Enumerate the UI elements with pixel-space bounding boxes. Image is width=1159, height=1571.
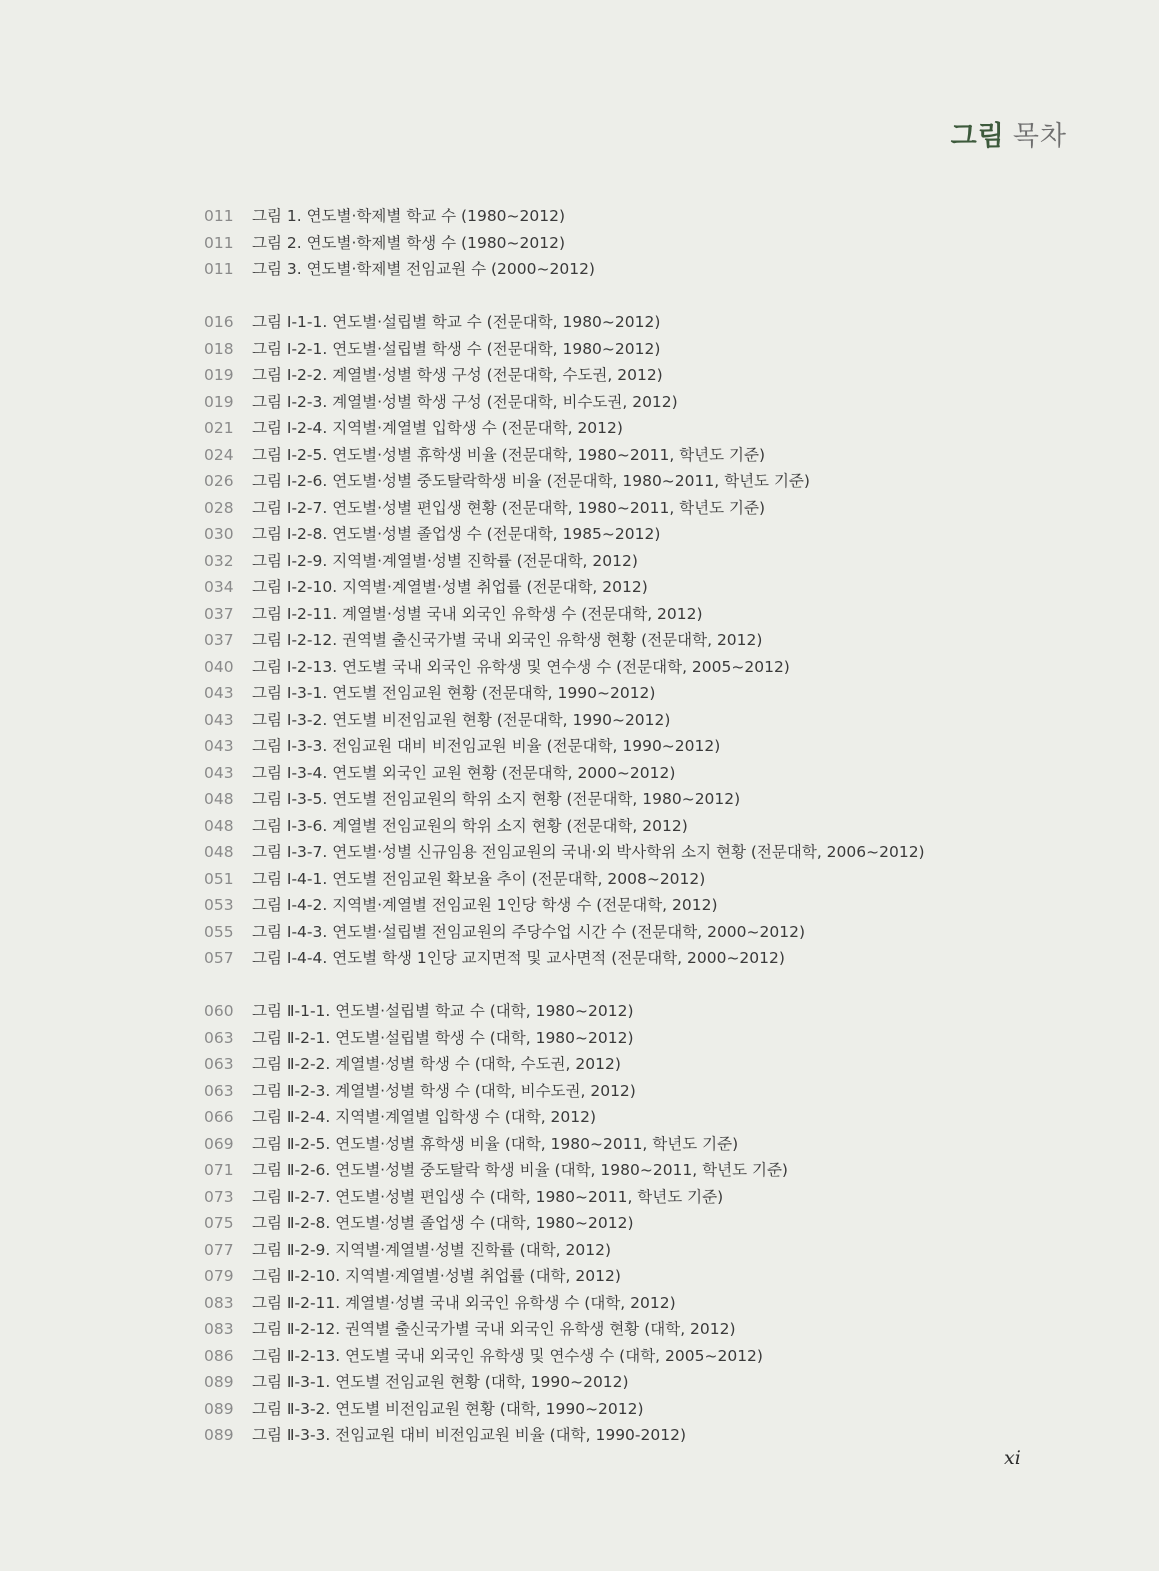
toc-entry-page: 079	[204, 1267, 234, 1285]
toc-entry-caption: 그림 Ⅰ-2-4. 지역별·계열별 입학생 수 (전문대학, 2012)	[252, 419, 623, 437]
toc-entry[interactable]	[204, 892, 1084, 919]
toc-entry[interactable]	[204, 707, 1084, 734]
toc-entry[interactable]	[204, 1104, 1084, 1131]
toc-group	[204, 998, 1084, 1449]
toc-entry-page: 040	[204, 657, 234, 676]
toc-entry-page: 086	[204, 1346, 234, 1365]
toc-entry-page: 011	[204, 260, 234, 278]
toc-entry-page: 019	[204, 392, 234, 411]
toc-entry-page: 037	[204, 604, 234, 623]
toc-entry-page: 089	[204, 1399, 234, 1418]
toc-entry-caption: 그림 3. 연도별·학제별 전임교원 수 (2000~2012)	[252, 260, 595, 278]
toc-entry-caption: 그림 Ⅰ-2-8. 연도별·성별 졸업생 수 (전문대학, 1985~2012)	[252, 525, 661, 543]
toc-entry-caption: 그림 Ⅰ-4-3. 연도별·설립별 전임교원의 주당수업 시간 수 (전문대학, 2000~2012)	[252, 922, 806, 941]
toc-entry[interactable]	[204, 336, 1084, 363]
toc-entry-caption: 그림 Ⅱ-2-12. 권역별 출신국가별 국내 외국인 유학생 현황 (대학, 2012)	[252, 1320, 736, 1338]
toc-entry-caption: 그림 Ⅱ-2-1. 연도별·설립별 학생 수 (대학, 1980~2012)	[252, 1028, 634, 1047]
toc-entry[interactable]	[204, 1078, 1084, 1105]
toc-group	[204, 309, 1084, 972]
toc-entry[interactable]	[204, 1157, 1084, 1184]
toc-entry-caption: 그림 Ⅰ-4-1. 연도별 전임교원 확보율 추이 (전문대학, 2008~2012)	[252, 869, 706, 888]
toc-entry-page: 071	[204, 1161, 234, 1179]
toc-entry-caption: 그림 Ⅰ-3-1. 연도별 전임교원 현황 (전문대학, 1990~2012)	[252, 684, 656, 702]
toc-entry-page: 030	[204, 525, 234, 543]
toc-entry-caption: 그림 1. 연도별·학제별 학교 수 (1980~2012)	[252, 207, 566, 225]
toc-entry[interactable]	[204, 1316, 1084, 1343]
toc-entry[interactable]	[204, 1422, 1084, 1449]
toc-entry[interactable]	[204, 415, 1084, 442]
toc-entry-caption: 그림 Ⅱ-2-9. 지역별·계열별·성별 진학률 (대학, 2012)	[252, 1240, 612, 1259]
toc-entry[interactable]	[204, 601, 1084, 628]
toc-entry[interactable]	[204, 256, 1084, 283]
toc-entry-page: 011	[204, 233, 234, 252]
toc-entry-page: 089	[204, 1373, 234, 1391]
toc-entry[interactable]	[204, 362, 1084, 389]
toc-entry-caption: 그림 Ⅰ-3-3. 전임교원 대비 비전임교원 비율 (전문대학, 1990~2012)	[252, 737, 721, 755]
toc-entry[interactable]	[204, 839, 1084, 866]
toc-entry-page: 055	[204, 922, 234, 941]
toc-entry[interactable]	[204, 1131, 1084, 1158]
toc-entry-caption: 그림 Ⅰ-3-4. 연도별 외국인 교원 현황 (전문대학, 2000~2012)	[252, 763, 676, 782]
toc-entry[interactable]	[204, 1263, 1084, 1290]
toc-entry[interactable]	[204, 1396, 1084, 1423]
toc-entry-page: 048	[204, 790, 234, 808]
toc-entry-page: 021	[204, 419, 234, 437]
toc-entry-page: 043	[204, 710, 234, 729]
toc-entry-caption: 그림 Ⅰ-1-1. 연도별·설립별 학교 수 (전문대학, 1980~2012)	[252, 313, 661, 331]
toc-entry-caption: 그림 Ⅰ-2-7. 연도별·성별 편입생 현황 (전문대학, 1980~2011, 학년도 기준)	[252, 498, 766, 517]
toc-entry[interactable]	[204, 786, 1084, 813]
toc-entry[interactable]	[204, 654, 1084, 681]
toc-entry[interactable]	[204, 495, 1084, 522]
toc-entry[interactable]	[204, 1025, 1084, 1052]
toc-entry[interactable]	[204, 919, 1084, 946]
toc-entry-caption: 그림 Ⅱ-2-8. 연도별·성별 졸업생 수 (대학, 1980~2012)	[252, 1214, 634, 1232]
page-number: xi	[1004, 1447, 1021, 1469]
toc-entry-caption: 그림 Ⅱ-2-2. 계열별·성별 학생 수 (대학, 수도권, 2012)	[252, 1055, 621, 1073]
toc-entry-caption: 그림 Ⅱ-2-7. 연도별·성별 편입생 수 (대학, 1980~2011, 학년도 기준)	[252, 1187, 724, 1206]
toc-entry-page: 069	[204, 1134, 234, 1153]
toc-entry[interactable]	[204, 733, 1084, 760]
toc-entry-page: 016	[204, 313, 234, 331]
toc-entry-caption: 그림 Ⅱ-2-4. 지역별·계열별 입학생 수 (대학, 2012)	[252, 1108, 597, 1126]
toc-entry-page: 048	[204, 816, 234, 835]
toc-entry[interactable]	[204, 1184, 1084, 1211]
toc-entry-page: 048	[204, 843, 234, 861]
toc-entry-page: 024	[204, 445, 234, 464]
toc-entry[interactable]	[204, 680, 1084, 707]
toc-entry-caption: 그림 Ⅰ-3-2. 연도별 비전임교원 현황 (전문대학, 1990~2012)	[252, 710, 671, 729]
toc-entry-caption: 그림 Ⅰ-2-13. 연도별 국내 외국인 유학생 및 연수생 수 (전문대학, 2005~2012)	[252, 657, 790, 676]
toc-entry-caption: 그림 Ⅰ-3-7. 연도별·성별 신규임용 전임교원의 국내·외 박사학위 소지 현황 (전문대학, 2006~2012)	[252, 843, 925, 861]
page-title-light: 목차	[1012, 121, 1067, 152]
toc-entry[interactable]	[204, 1210, 1084, 1237]
toc-entry[interactable]	[204, 1290, 1084, 1317]
toc-entry-page: 019	[204, 366, 234, 384]
toc-entry[interactable]	[204, 1051, 1084, 1078]
toc-entry[interactable]	[204, 1237, 1084, 1264]
toc-group	[204, 203, 1084, 283]
toc-entry[interactable]	[204, 760, 1084, 787]
toc-entry-page: 077	[204, 1240, 234, 1259]
toc-entry[interactable]	[204, 203, 1084, 230]
toc-entry-caption: 그림 Ⅱ-2-13. 연도별 국내 외국인 유학생 및 연수생 수 (대학, 2005~2012)	[252, 1346, 763, 1365]
toc-entry[interactable]	[204, 442, 1084, 469]
toc-entry-page: 032	[204, 551, 234, 570]
toc-entry[interactable]	[204, 309, 1084, 336]
toc-entry-page: 083	[204, 1293, 234, 1312]
toc-entry-page: 073	[204, 1187, 234, 1206]
toc-entry-page: 053	[204, 896, 234, 914]
toc-entry-page: 089	[204, 1426, 234, 1444]
toc-entry-caption: 그림 Ⅱ-2-5. 연도별·성별 휴학생 비율 (대학, 1980~2011, 학년도 기준)	[252, 1134, 739, 1153]
toc-entry-caption: 그림 Ⅰ-2-9. 지역별·계열별·성별 진학률 (전문대학, 2012)	[252, 551, 638, 570]
toc-entry[interactable]	[204, 389, 1084, 416]
toc-entry-page: 075	[204, 1214, 234, 1232]
toc-entry[interactable]	[204, 1343, 1084, 1370]
toc-entry-caption: 그림 Ⅱ-2-3. 계열별·성별 학생 수 (대학, 비수도권, 2012)	[252, 1081, 636, 1100]
toc-entry-page: 051	[204, 869, 234, 888]
toc-entry-page: 063	[204, 1081, 234, 1100]
toc-entry-caption: 그림 Ⅰ-2-5. 연도별·성별 휴학생 비율 (전문대학, 1980~2011, 학년도 기준)	[252, 445, 766, 464]
toc-entry-caption: 그림 Ⅱ-2-6. 연도별·성별 중도탈락 학생 비율 (대학, 1980~2011, 학년도 기준)	[252, 1161, 788, 1179]
toc-entry-caption: 그림 Ⅰ-3-5. 연도별 전임교원의 학위 소지 현황 (전문대학, 1980~2012)	[252, 790, 741, 808]
toc-entry[interactable]	[204, 230, 1084, 257]
toc-entry-page: 063	[204, 1028, 234, 1047]
toc-entry[interactable]	[204, 574, 1084, 601]
toc-entry-caption: 그림 Ⅰ-2-11. 계열별·성별 국내 외국인 유학생 수 (전문대학, 2012)	[252, 604, 703, 623]
toc-entry-caption: 그림 Ⅰ-4-2. 지역별·계열별 전임교원 1인당 학생 수 (전문대학, 2012)	[252, 896, 718, 914]
toc-entry-page: 028	[204, 498, 234, 517]
toc-entry-page: 037	[204, 631, 234, 649]
toc-entry-caption: 그림 Ⅱ-3-2. 연도별 비전임교원 현황 (대학, 1990~2012)	[252, 1399, 644, 1418]
toc-entry-page: 083	[204, 1320, 234, 1338]
toc-entry-caption: 그림 Ⅰ-2-1. 연도별·설립별 학생 수 (전문대학, 1980~2012)	[252, 339, 661, 358]
toc-entry-caption: 그림 Ⅰ-2-10. 지역별·계열별·성별 취업률 (전문대학, 2012)	[252, 578, 648, 596]
toc-entry-page: 057	[204, 949, 234, 967]
toc-entry[interactable]	[204, 945, 1084, 972]
toc-entry-caption: 그림 Ⅰ-4-4. 연도별 학생 1인당 교지면적 및 교사면적 (전문대학, 2000~2012)	[252, 949, 785, 967]
toc-entry[interactable]	[204, 548, 1084, 575]
toc-entry[interactable]	[204, 866, 1084, 893]
toc-entry-page: 043	[204, 763, 234, 782]
toc-entry-page: 034	[204, 578, 234, 596]
toc-entry-caption: 그림 Ⅱ-1-1. 연도별·설립별 학교 수 (대학, 1980~2012)	[252, 1002, 634, 1020]
toc-entry-caption: 그림 Ⅰ-2-6. 연도별·성별 중도탈락학생 비율 (전문대학, 1980~2011, 학년도 기준)	[252, 472, 810, 490]
toc-entry-page: 043	[204, 737, 234, 755]
toc-entry[interactable]	[204, 468, 1084, 495]
figure-table-of-contents	[204, 203, 1084, 1449]
toc-entry-caption: 그림 Ⅱ-3-3. 전임교원 대비 비전임교원 비율 (대학, 1990-2012)	[252, 1426, 687, 1444]
toc-entry[interactable]	[204, 627, 1084, 654]
page-title	[951, 114, 1067, 153]
toc-entry-caption: 그림 Ⅱ-3-1. 연도별 전임교원 현황 (대학, 1990~2012)	[252, 1373, 629, 1391]
toc-entry-caption: 그림 Ⅰ-2-2. 계열별·성별 학생 구성 (전문대학, 수도권, 2012)	[252, 366, 663, 384]
toc-entry-page: 026	[204, 472, 234, 490]
toc-entry[interactable]	[204, 521, 1084, 548]
toc-entry-page: 060	[204, 1002, 234, 1020]
toc-entry-page: 018	[204, 339, 234, 358]
page-title-bold: 그림	[950, 121, 1005, 152]
toc-entry-caption: 그림 2. 연도별·학제별 학생 수 (1980~2012)	[252, 233, 566, 252]
toc-entry-caption: 그림 Ⅰ-2-3. 계열별·성별 학생 구성 (전문대학, 비수도권, 2012)	[252, 392, 678, 411]
toc-entry-caption: 그림 Ⅱ-2-11. 계열별·성별 국내 외국인 유학생 수 (대학, 2012)	[252, 1293, 676, 1312]
toc-entry[interactable]	[204, 1369, 1084, 1396]
toc-entry[interactable]	[204, 813, 1084, 840]
toc-entry-page: 011	[204, 207, 234, 225]
toc-entry-caption: 그림 Ⅰ-2-12. 권역별 출신국가별 국내 외국인 유학생 현황 (전문대학, 2012)	[252, 631, 763, 649]
toc-entry-page: 066	[204, 1108, 234, 1126]
toc-entry-page: 043	[204, 684, 234, 702]
toc-entry[interactable]	[204, 998, 1084, 1025]
toc-entry-caption: 그림 Ⅰ-3-6. 계열별 전임교원의 학위 소지 현황 (전문대학, 2012)	[252, 816, 688, 835]
toc-entry-page: 063	[204, 1055, 234, 1073]
toc-entry-caption: 그림 Ⅱ-2-10. 지역별·계열별·성별 취업률 (대학, 2012)	[252, 1267, 621, 1285]
